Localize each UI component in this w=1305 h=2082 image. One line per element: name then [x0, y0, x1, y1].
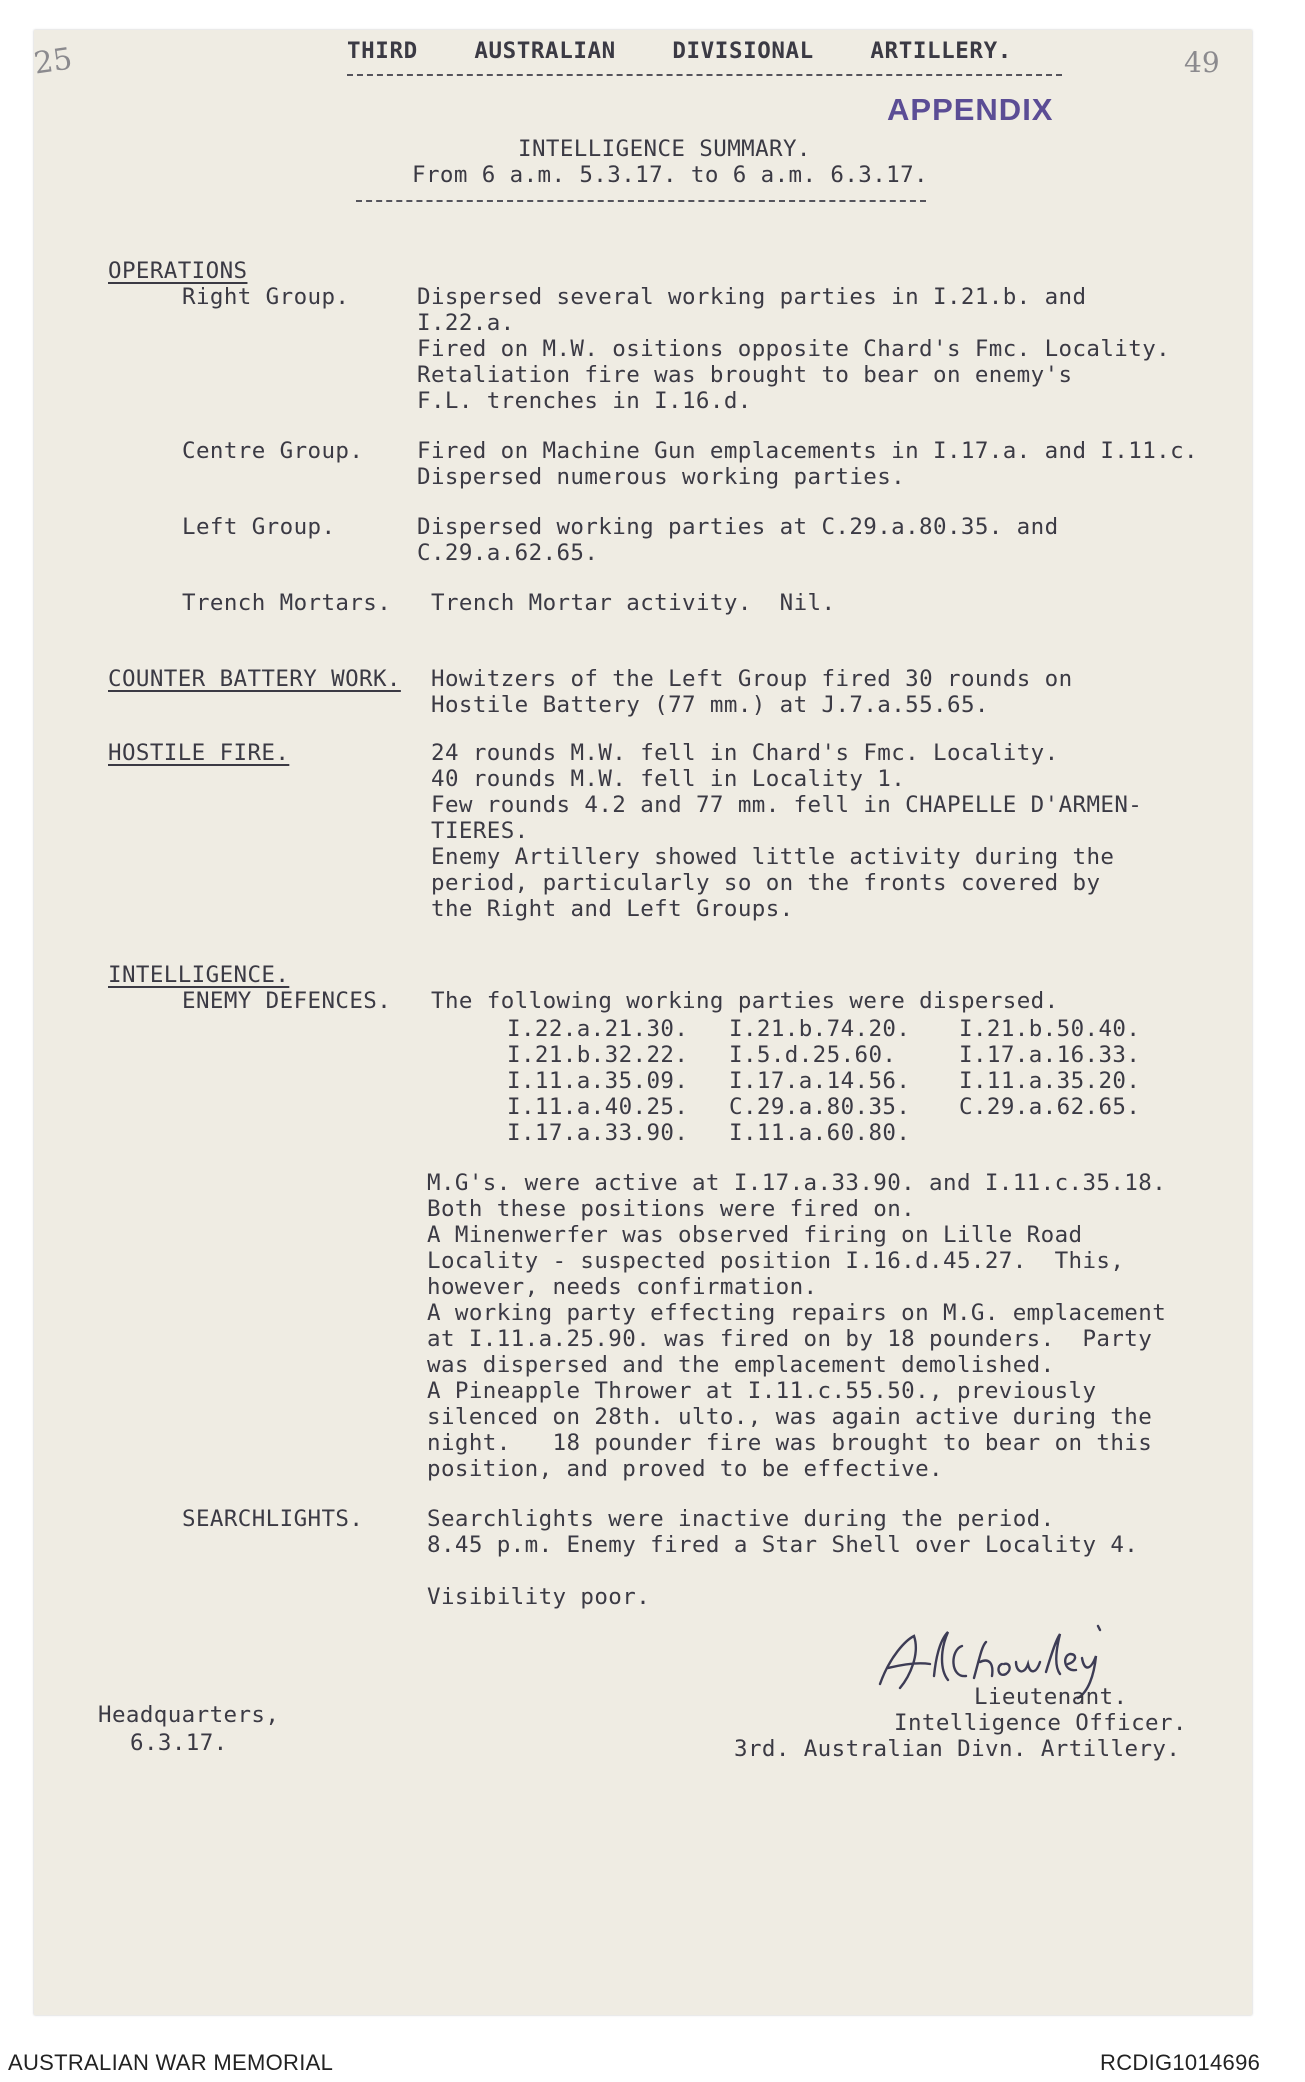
signature-role: Intelligence Officer.	[894, 1710, 1187, 1736]
period-divider	[356, 200, 926, 202]
grid-ref: C.29.a.80.35.	[729, 1094, 911, 1120]
enemy-defences-intro: The following working parties were dispersed.	[431, 988, 1059, 1014]
grid-ref: I.11.a.35.20.	[959, 1068, 1141, 1094]
intelligence-heading: INTELLIGENCE.	[108, 962, 290, 988]
grid-ref: I.21.b.74.20.	[729, 1016, 911, 1042]
summary-period: From 6 a.m. 5.3.17. to 6 a.m. 6.3.17.	[412, 162, 929, 188]
centre-group-label: Centre Group.	[182, 438, 364, 464]
trench-mortars-label: Trench Mortars.	[182, 590, 392, 616]
grid-ref: C.29.a.62.65.	[959, 1094, 1141, 1120]
title-divider	[347, 74, 1062, 76]
unit-title: THIRD AUSTRALIAN DIVISIONAL ARTILLERY.	[347, 38, 1012, 64]
document-sheet: 25 49 THIRD AUSTRALIAN DIVISIONAL ARTILLERY. APPENDIX INTELLIGENCE SUMMARY. From 6 a.m. 5.3.17. to 6 a.m. 6.3.17. OPERATIONS Right Group. Dispersed several working parties in I.21.b. and I.22.a. Fired on M.W. ositions opposite Chard's Fmc. Locality. Retaliation fire was brought to bear on enemy's F.L. trenches in I.16.d. Centre Group. Fired on Machine Gun emplacements in I.17.a. and I.11.c. Dispersed numerous working parties. Left Group. Dispersed working parties at C.29.a.80.35. and C.29.a.62.65. Trench Mortars. Trench Mortar activity. Nil. COUNTER BATTERY WORK. Howitzers of the Left Group fired 30 rounds on Hostile Battery (77 mm.) at J.7.a.55.65. HOSTILE FIRE. 24 rounds M.W. fell in Chard's Fmc. Locality. 40 rounds M.W. fell in Locality 1. Few rounds 4.2 and 77 mm. fell in CHAPELLE D'ARMEN- TIERES. Enemy Artillery showed little activity during the period, particularly so on the fronts covered by the Right and Left Groups. INTELLIGENCE. ENEMY DEFENCES. The following working parties were dispersed. I.22.a.21.30. I.21.b.74.20. I.21.b.50.40. I.21.b.32.22. I.5.d.25.60. I.17.a.16.33. I.11.a.35.09. I.17.a.14.56. I.11.a.35.20. I.11.a.40.25. C.29.a.80.35. C.29.a.62.65. I.17.a.33.90. I.11.a.60.80. M.G's. were active at I.17.a.33.90. and I.11.c.35.18. Both these positions were fired on. A Minenwerfer was observed firing on Lille Road Locality - suspected position I.16.d.45.27. This, however, needs confirmation. A working party effecting repairs on M.G. emplacement at I.11.a.25.90. was fired on by 18 pounders. Party was dispersed and the emplacement demolished. A Pineapple Thrower at I.11.c.55.50., previously silenced on 28th. ulto., was again active during the night. 18 pounder fire was brought to bear on this position, and proved to be effective. SEARCHLIGHTS. Searchlights were inactive during the period. 8.45 p.m. Enemy fired a Star Shell over Locality 4. Visibility poor. Headquarters, 6.3.17. Lieutenant. Intelligence Officer. 3rd. Australian Divn. Artillery.	[34, 30, 1252, 2015]
right-group-label: Right Group.	[182, 284, 350, 310]
footer-catalogue-id: RCDIG1014696	[1100, 2050, 1261, 2075]
enemy-defences-label: ENEMY DEFENCES.	[182, 988, 392, 1014]
signature-unit: 3rd. Australian Divn. Artillery.	[734, 1736, 1181, 1762]
trench-mortars-text: Trench Mortar activity. Nil.	[431, 590, 836, 616]
grid-ref: I.17.a.33.90.	[507, 1120, 689, 1146]
visibility-note: Visibility poor.	[427, 1584, 651, 1610]
counter-battery-heading: COUNTER BATTERY WORK.	[108, 666, 401, 692]
grid-ref: I.17.a.14.56.	[729, 1068, 911, 1094]
grid-ref: I.5.d.25.60.	[729, 1042, 897, 1068]
appendix-stamp: APPENDIX	[887, 92, 1054, 127]
grid-ref: I.21.b.32.22.	[507, 1042, 689, 1068]
grid-ref: I.22.a.21.30.	[507, 1016, 689, 1042]
grid-ref: I.21.b.50.40.	[959, 1016, 1141, 1042]
page-number-left: 25	[31, 41, 75, 82]
signature-rank: Lieutenant.	[974, 1684, 1128, 1710]
searchlights-label: SEARCHLIGHTS.	[182, 1506, 364, 1532]
grid-ref: I.17.a.16.33.	[959, 1042, 1141, 1068]
hostile-fire-heading: HOSTILE FIRE.	[108, 740, 290, 766]
operations-heading: OPERATIONS	[108, 258, 248, 284]
left-group-label: Left Group.	[182, 514, 336, 540]
headquarters-date: 6.3.17.	[130, 1730, 228, 1756]
page-number-right: 49	[1184, 46, 1220, 79]
footer-source: AUSTRALIAN WAR MEMORIAL	[8, 2050, 334, 2075]
summary-title: INTELLIGENCE SUMMARY.	[518, 136, 811, 162]
grid-ref: I.11.a.60.80.	[729, 1120, 911, 1146]
grid-ref: I.11.a.35.09.	[507, 1068, 689, 1094]
headquarters-label: Headquarters,	[98, 1702, 280, 1728]
grid-ref: I.11.a.40.25.	[507, 1094, 689, 1120]
